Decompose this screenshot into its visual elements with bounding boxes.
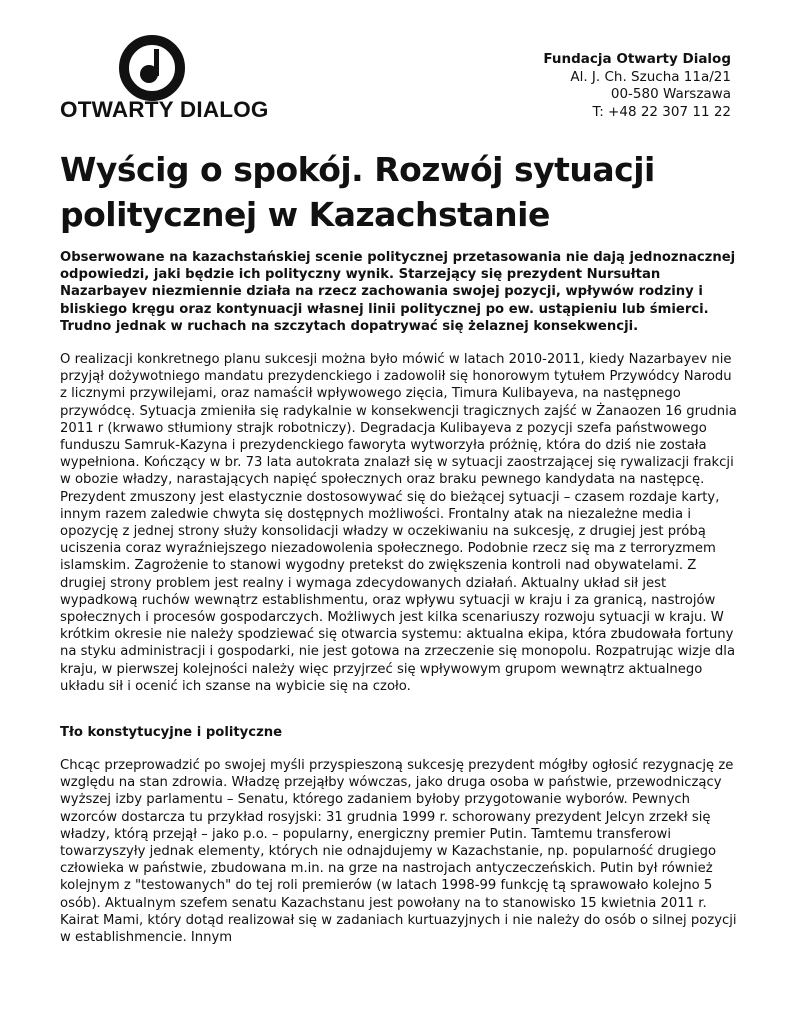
contact-block (543, 51, 731, 121)
body-paragraph-2: Chcąc przeprowadzić po swojej myśli przyspieszoną sukcesję prezydent mógłby ogłosić rezygnację ze względu na stan zdrowia. Władzę przejąłby wówczas, jako druga osoba w państwie, przewodniczący wyższej izby parlamentu – Senatu, którego zadaniem byłoby przygotowanie wyborów. Pewnych wzorców dostarcza tu przykład rosyjski: 31 grudnia 1999 r. schorowany prezydent Jelcyn zrzekł się władzy, którą przejął – jako p.o. – popularny, energiczny premier Putin. Tamtemu transferowi towarzyszyły jednak elementy, których nie odnajdujemy w Kazachstanie, np. popularność drugiego człowieka w państwie, zbudowana m.in. na grze na nastrojach antyczeczeńskich. Putin był również kolejnym z "testowanych" do tej roli premierów (w latach 1998-99 funkcję tą sprawowało kolejno 5 osób). Aktualnym szefem senatu Kazachstanu jest powołany na to stanowisko 15 kwietnia 2011 r. Kairat Mami, który dotąd realizował się w zadaniach kurtuazyjnych i nie należy do osób o silnej pozycji w establishmencie. Innym (60, 758, 737, 946)
organization-name: Fundacja Otwarty Dialog (543, 51, 731, 67)
body-paragraph-1: O realizacji konkretnego planu sukcesji można było mówić w latach 2010-2011, kiedy Nazarbayev nie przyjął dożywotniego mandatu prezydenckiego i zadowolił się honorowym tytułem Przywódcy Narodu z licznymi przywilejami, oraz namaścił wpływowego zięcia, Timura Kulibayeva, na następnego przywódcę. Sytuacja zmieniła się radykalnie w konsekwencji tragicznych zajść w Żanaozen 16 grudnia 2011 r (krwawo stłumiony strajk robotniczy). Degradacja Kulibayeva z pozycji szefa państwowego funduszu Samruk-Kazyna i prezydenckiego faworyta wytworzyła próżnię, która do dziś nie została wypełniona. Kończący w br. 73 lata autokrata znalazł się w sytuacji zaostrzającej się rywalizacji frakcji w obozie władzy, narastających napięć społecznych oraz braku pewnego kandydata na następcę. Prezydent zmuszony jest elastycznie dostosowywać się do bieżącej sytuacji – czasem rozdaje karty, innym razem zaledwie chwyta się dostępnych możliwości. Frontalny atak na niezależne media i opozycję z jednej strony służy konsolidacji władzy w oczekiwaniu na sukcesję, z drugiej jest próbą uciszenia coraz wyraźniejszego niezadowolenia społecznego. Podobnie rzecz się ma z terroryzmem islamskim. Zagrożenie to stanowi wygodny pretekst do zwiększenia kontroli nad obywatelami. Z drugiej strony problem jest realny i wymaga zdecydowanych działań. Aktualny układ sił jest wypadkową ruchów wewnątrz establishmentu, oraz wpływu sytuacji w kraju i za granicą, nastrojów społecznych i procesów gospodarczych. Możliwych jest kilka scenariuszy rozwoju sytuacji w kraju. W krótkim okresie nie należy spodziewać się otwarcia systemu: aktualna ekipa, która zbudowała fortuny na styku administracji i gospodarki, nie jest gotowa na zrzeczenie się monopolu. Rozpatrując wizje dla kraju, w pierwszej kolejności należy więc przyjrzeć się wpływowym grupom wewnątrz aktualnego układu sił i ocenić ich szanse na wybicie się na czoło. (60, 352, 737, 694)
article-title: Wyścig o spokój. Rozwój sytuacji politycznej w Kazachstanie (60, 150, 655, 234)
article-lead: Obserwowane na kazachstańskiej scenie politycznej przetasowania nie dają jednoznacznej odpowiedzi, jaki będzie ich polityczny wynik. Starzejący się prezydent Nursułtan Nazarbayev niezmiennie działa na rzecz zachowania swojej pozycji, wpływów rodziny i bliskiego kręgu oraz kontynuacji własnej linii politycznej po ew. ustąpieniu lub śmierci. Trudno jednak w ruchach na szczytach dopatrywać się żelaznej konsekwencji. (60, 250, 736, 334)
phone-number: T: +48 22 307 11 22 (592, 103, 731, 120)
logo-text: OTWARTY DIALOG (60, 97, 269, 122)
logo-mark-icon (118, 34, 186, 102)
section-heading: Tło konstytucyjne i polityczne (60, 725, 283, 740)
address-line-2: 00-580 Warszawa (610, 86, 731, 102)
address-line-1: Al. J. Ch. Szucha 11a/21 (570, 68, 731, 85)
